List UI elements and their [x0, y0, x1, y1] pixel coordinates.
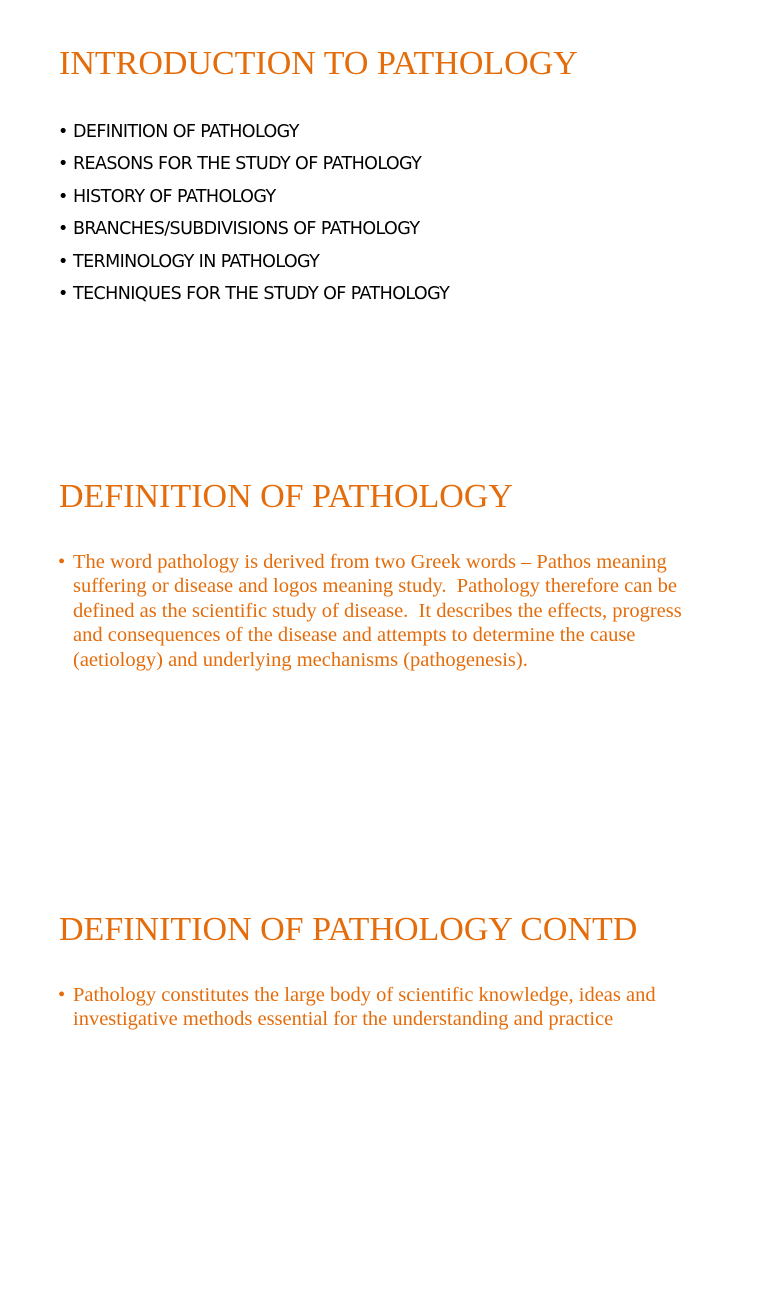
bullet-icon: •: [58, 551, 66, 573]
bullet-icon: •: [58, 251, 68, 272]
slide-introduction: [0, 0, 768, 433]
slide-definition-contd: [0, 866, 768, 1299]
slide-definition: [0, 433, 768, 866]
list-item: [58, 213, 449, 245]
list-item-text: DEFINITION OF PATHOLOGY: [73, 122, 299, 142]
slide-title: DEFINITION OF PATHOLOGY: [59, 478, 513, 515]
list-item-text: HISTORY OF PATHOLOGY: [73, 186, 276, 207]
bullet-icon: •: [58, 984, 66, 1006]
paragraph-text: Pathology constitutes the large body of scientific knowledge, ideas and investigative methods essential for the understanding and practice: [73, 984, 661, 1031]
list-item: [58, 148, 449, 180]
list-item-text: TERMINOLOGY IN PATHOLOGY: [73, 251, 320, 272]
list-item-text: REASONS FOR THE STUDY OF PATHOLOGY: [73, 154, 422, 175]
list-item: [58, 246, 449, 278]
paragraph-text: The word pathology is derived from two Greek words – Pathos meaning suffering or disease and logos meaning study. Pathology therefore can be defined as the scientific study of disease. It describes the effects, progress and consequences of the disease and attempts to determine the cause (aetiology) and underlying mechanisms (pathogenesis).: [73, 551, 687, 671]
bullet-icon: •: [58, 284, 68, 305]
slide-title: DEFINITION OF PATHOLOGY CONTD: [59, 911, 638, 948]
bullet-icon: •: [58, 154, 68, 175]
definition-paragraph: [58, 550, 708, 672]
list-item: [58, 278, 449, 310]
topic-list: [58, 116, 449, 310]
list-item: [58, 116, 449, 148]
bullet-icon: •: [58, 122, 68, 142]
slide-title: INTRODUCTION TO PATHOLOGY: [59, 45, 578, 82]
definition-contd-paragraph: [58, 983, 708, 1032]
bullet-icon: •: [58, 219, 68, 240]
bullet-icon: •: [58, 186, 68, 207]
list-item: [58, 181, 449, 213]
list-item-text: BRANCHES/SUBDIVISIONS OF PATHOLOGY: [73, 219, 420, 240]
list-item-text: TECHNIQUES FOR THE STUDY OF PATHOLOGY: [73, 284, 450, 305]
